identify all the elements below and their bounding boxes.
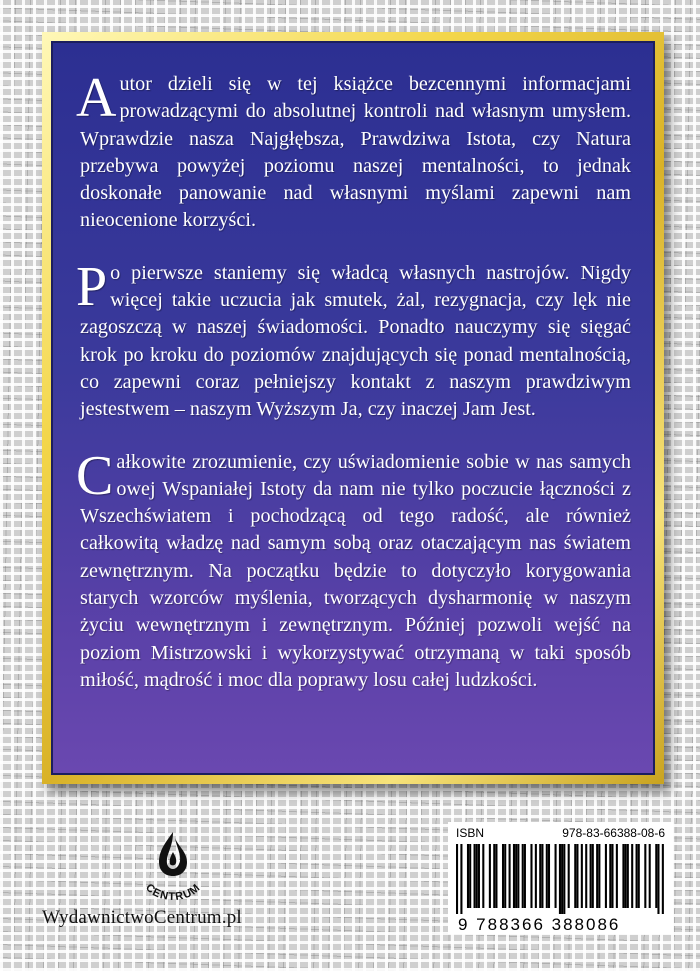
barcode-bar xyxy=(561,844,563,914)
isbn-number: 978-83-66388-08-6 xyxy=(562,826,665,840)
barcode-bar xyxy=(546,844,548,908)
barcode-bar xyxy=(478,844,480,908)
isbn-barcode-box xyxy=(448,822,673,934)
publisher-website: WydawnictwoCentrum.pl xyxy=(42,907,242,928)
barcode-bar xyxy=(530,844,532,908)
paragraph-text: utor dzieli się w tej książce bezcennymi informacjami prowadzącymi do absolutnej kontroli nad własnym umysłem. Wprawdzie nasza Najgłębsza, Prawdziwa Istota, czy Natura przebywa powyżej poziomu naszej mentalności, to jednak doskonałe panowanie nad własnymi myślami zapewni nam nieocenione korzyści. xyxy=(80,73,631,232)
barcode-bar xyxy=(460,844,462,914)
barcode-bar xyxy=(568,844,570,908)
barcode-bar xyxy=(456,844,458,914)
barcode-bar xyxy=(515,844,517,908)
barcode-bar xyxy=(574,844,576,908)
barcode-bar xyxy=(504,844,506,908)
barcode-bar xyxy=(649,844,651,908)
barcode-bar xyxy=(509,844,511,908)
paragraph-text: o pierwsze staniemy się władcą własnych nastrojów. Nigdy więcej takie uczucia jak smutek, żal, rezygnacja, czy lęk nie zagoszczą w naszej świadomości. Ponadto nauczymy się sięgać krok po kroku do poziomów znajdujących się ponad mentalnością, co zapewni coraz pełniejszy kontakt z naszym prawdziwym jestestwem – naszym Wyższym Ja, czy inaczej Jam Jest. xyxy=(80,261,631,421)
drop-cap: C xyxy=(76,444,114,507)
publisher-logo xyxy=(128,828,218,903)
barcode-bar xyxy=(535,844,537,908)
paragraph-text: ałkowite zrozumienie, czy uświadomienie sobie w nas samych owej Wspaniałej Istoty da nam nie tylko poczucie łączności z Wszechświatem i pochodzącą od tego radość, ale również całkowitą władzę nad samym sobą oraz otaczającym nas światem zewnętrznym. Na początku będzie to dotyczyło korygowania starych wzorców myślenia, tworzących dysharmonię w naszym życiu wewnętrznym i zewnętrznym. Później pozwoli wejść na poziom Mistrzowski i wykorzystywać otrzymaną w taki sposób miłość, mądrość i moc dla poprawy losu całej ludzkości. xyxy=(80,450,631,691)
barcode-bar xyxy=(555,844,557,908)
barcode-bar xyxy=(636,844,638,908)
blurb-paragraph-3 xyxy=(76,444,631,695)
barcode-bar xyxy=(592,844,594,908)
barcode-bar xyxy=(539,844,541,908)
barcode-bar xyxy=(524,844,526,908)
barcode-bar xyxy=(576,844,578,908)
svg-text:CENTRUM: CENTRUM xyxy=(143,881,203,903)
barcode-bar xyxy=(469,844,471,908)
barcode-bar xyxy=(631,844,633,908)
barcode-bar xyxy=(548,844,550,908)
blurb-panel xyxy=(51,41,655,775)
barcode-bar xyxy=(605,844,607,908)
barcode-bar xyxy=(563,844,565,914)
blurb-paragraph-2 xyxy=(76,255,631,424)
barcode-bar xyxy=(657,844,659,914)
barcode-bar xyxy=(559,844,561,914)
gold-frame xyxy=(42,32,664,784)
barcode-bar xyxy=(609,844,611,908)
barcode-bar xyxy=(522,844,524,908)
barcode-bar xyxy=(598,844,600,908)
barcode-bar xyxy=(627,844,629,908)
barcode-bar xyxy=(644,844,646,908)
drop-cap: A xyxy=(76,67,117,129)
barcode-bar xyxy=(622,844,624,908)
barcode-bar xyxy=(655,844,657,908)
barcode-bar xyxy=(474,844,476,908)
isbn-line xyxy=(456,826,665,842)
barcode-bar xyxy=(616,844,618,908)
barcode-bar xyxy=(495,844,497,908)
barcode-bar xyxy=(638,844,640,908)
barcode-bar xyxy=(482,844,484,908)
blurb-paragraph-1 xyxy=(76,67,631,235)
barcode-image xyxy=(456,844,664,914)
barcode-bar xyxy=(476,844,478,908)
barcode-bar xyxy=(489,844,491,908)
barcode-bar xyxy=(467,844,469,908)
barcode-bar xyxy=(541,844,543,908)
barcode-bar xyxy=(585,844,587,908)
barcode-bar xyxy=(625,844,627,908)
barcode-bar xyxy=(493,844,495,908)
isbn-label: ISBN xyxy=(456,826,485,840)
barcode-bar xyxy=(611,844,613,908)
barcode-bar xyxy=(596,844,598,908)
barcode-bar xyxy=(590,844,592,908)
barcode-digits: 9 788366 388086 xyxy=(458,915,621,934)
centrum-flame-logo-icon xyxy=(128,828,218,903)
barcode-bar xyxy=(513,844,515,908)
barcode-bar xyxy=(517,844,519,908)
barcode-bar xyxy=(581,844,583,908)
barcode-bar xyxy=(662,844,664,914)
drop-cap: P xyxy=(76,255,108,318)
barcode-bar xyxy=(502,844,504,908)
